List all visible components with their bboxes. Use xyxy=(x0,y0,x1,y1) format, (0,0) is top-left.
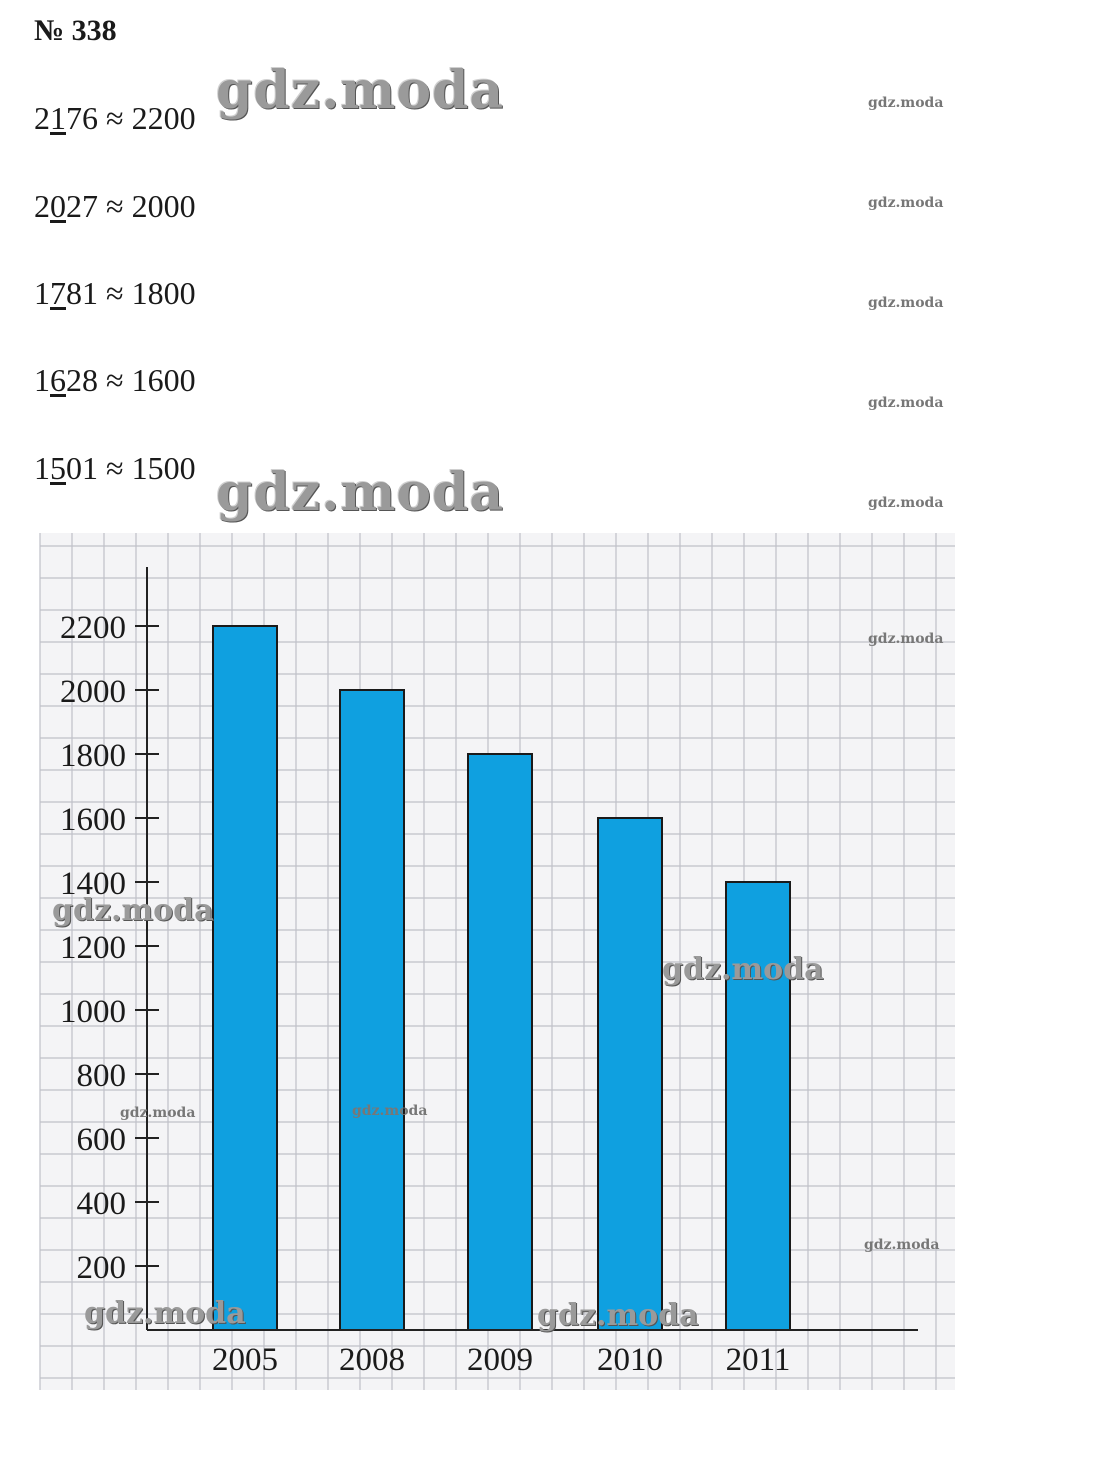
watermark: gdz.moda xyxy=(868,295,944,311)
problem-number: № 338 xyxy=(34,14,117,47)
y-tick-label: 600 xyxy=(76,1122,126,1158)
watermark: gdz.moda xyxy=(537,1298,699,1333)
watermark: gdz.moda xyxy=(868,195,944,211)
bar-2010 xyxy=(598,818,662,1330)
y-tick-label: 1600 xyxy=(60,802,126,838)
watermark: gdz.moda xyxy=(52,893,214,928)
eq-underlined-digit: 1 xyxy=(50,100,66,136)
eq-part: 76 xyxy=(66,100,98,136)
bar-2008 xyxy=(340,690,404,1330)
watermark: gdz.moda xyxy=(868,95,944,111)
eq-part: 81 xyxy=(66,275,98,311)
eq-underlined-digit: 6 xyxy=(50,362,66,398)
watermark: gdz.moda xyxy=(868,495,944,511)
y-tick-label: 1200 xyxy=(60,930,126,966)
eq-result: ≈ 2200 xyxy=(98,100,196,136)
y-tick-label: 200 xyxy=(76,1250,126,1286)
watermark: gdz.moda xyxy=(216,60,505,121)
eq-result: ≈ 1600 xyxy=(98,362,196,398)
x-tick-label: 2010 xyxy=(597,1342,663,1378)
y-tick-label: 400 xyxy=(76,1186,126,1222)
eq-result: ≈ 2000 xyxy=(98,188,196,224)
eq-result: ≈ 1800 xyxy=(98,275,196,311)
watermark: gdz.moda xyxy=(864,1237,940,1253)
watermark: gdz.moda xyxy=(120,1105,196,1121)
eq-part: 28 xyxy=(66,362,98,398)
watermark: gdz.moda xyxy=(662,952,824,987)
eq-part: 01 xyxy=(66,450,98,486)
watermark: gdz.moda xyxy=(868,395,944,411)
eq-result: ≈ 1500 xyxy=(98,450,196,486)
x-tick-label: 2008 xyxy=(339,1342,405,1378)
y-tick-label: 2200 xyxy=(60,610,126,646)
eq-part: 2 xyxy=(34,100,50,136)
bar-2011 xyxy=(726,882,790,1330)
x-tick-label: 2011 xyxy=(725,1342,791,1378)
y-tick-label: 1400 xyxy=(60,866,126,902)
y-tick-label: 1800 xyxy=(60,738,126,774)
y-tick-label: 2000 xyxy=(60,674,126,710)
bar-2005 xyxy=(213,626,277,1330)
eq-part: 27 xyxy=(66,188,98,224)
eq-part: 2 xyxy=(34,188,50,224)
eq-underlined-digit: 0 xyxy=(50,188,66,224)
eq-part: 1 xyxy=(34,275,50,311)
eq-underlined-digit: 5 xyxy=(50,450,66,486)
x-tick-label: 2009 xyxy=(467,1342,533,1378)
bar-2009 xyxy=(468,754,532,1330)
y-tick-label: 1000 xyxy=(60,994,126,1030)
eq-part: 1 xyxy=(34,362,50,398)
eq-part: 1 xyxy=(34,450,50,486)
watermark: gdz.moda xyxy=(868,631,944,647)
watermark: gdz.moda xyxy=(216,462,505,523)
eq-underlined-digit: 7 xyxy=(50,275,66,311)
y-tick-label: 800 xyxy=(76,1058,126,1094)
watermark: gdz.moda xyxy=(352,1103,428,1119)
watermark: gdz.moda xyxy=(84,1296,246,1331)
x-tick-label: 2005 xyxy=(212,1342,278,1378)
